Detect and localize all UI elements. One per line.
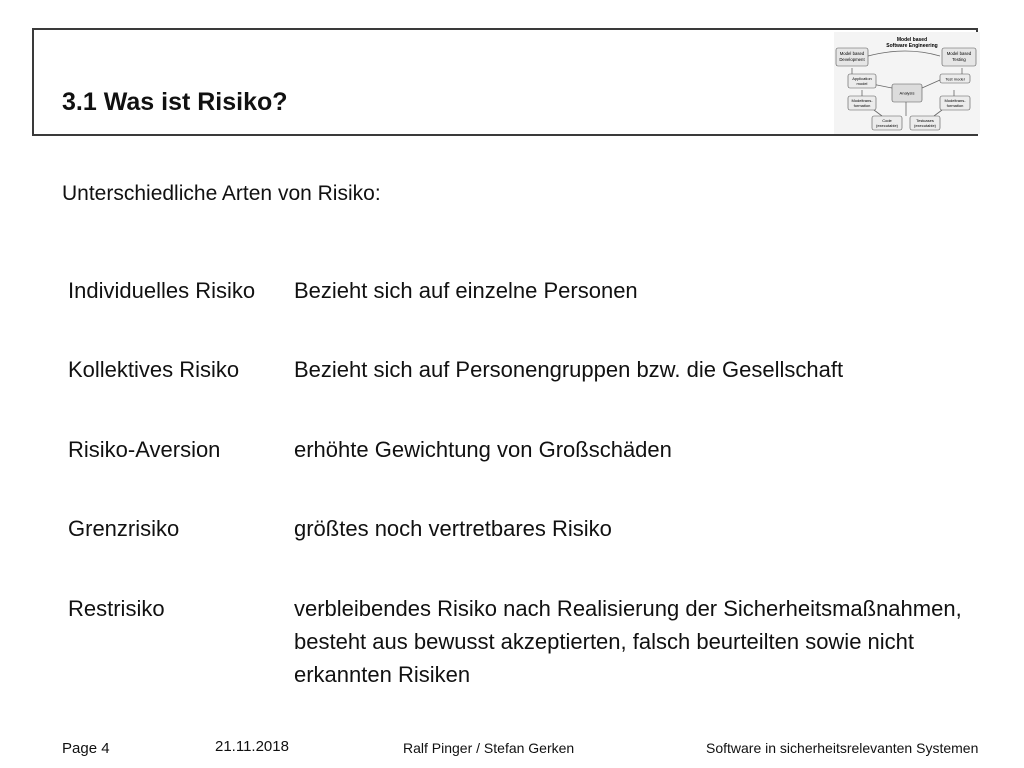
diagram-title-line1: Model based xyxy=(896,37,928,43)
risk-definition: verbleibendes Risiko nach Realisierung der Sicherheitsmaßnahmen, besteht aus bewusst akzeptierten, falsch beurteilten sowie nicht erkannten Risiken xyxy=(294,596,962,687)
test-model-label: Test model xyxy=(945,76,965,82)
application-model-label-2: model xyxy=(856,81,868,86)
slide-header xyxy=(32,28,978,136)
model-dev-label-2: Development xyxy=(839,57,865,62)
diagram-title-line2: Software Engineering xyxy=(886,43,938,49)
risk-definition: größtes noch vertretbares Risiko xyxy=(294,516,612,541)
application-model-label-1: Application xyxy=(852,76,872,81)
risk-definition: Bezieht sich auf einzelne Personen xyxy=(294,278,638,303)
analysis-label: Analysis xyxy=(899,90,915,96)
diagram-graphic xyxy=(834,32,980,134)
testcases-label-2: (executable) xyxy=(913,123,937,128)
testcases-label-1: Testcases xyxy=(916,118,934,123)
footer-date: 21.11.2018 xyxy=(215,738,289,755)
model-test-label-1: Model based xyxy=(946,51,972,56)
risk-term: Individuelles Risiko xyxy=(68,278,256,303)
model-transformation-right-label-2: formation xyxy=(946,103,964,108)
model-dev-label-1: Model based xyxy=(839,51,865,56)
code-label-1: Code xyxy=(882,118,892,123)
model-based-engineering-diagram xyxy=(834,32,980,134)
risk-term: Kollektives Risiko xyxy=(68,357,240,382)
footer-authors: Ralf Pinger / Stefan Gerken xyxy=(403,740,575,756)
risk-definition: erhöhte Gewichtung von Großschäden xyxy=(294,437,672,462)
code-label-2: (executable) xyxy=(875,123,899,128)
footer-page-number: Page 4 xyxy=(62,740,110,757)
model-transformation-left-label-2: formation xyxy=(853,103,871,108)
intro-text: Unterschiedliche Arten von Risiko: xyxy=(62,182,381,205)
risk-term: Risiko-Aversion xyxy=(68,437,221,462)
model-transformation-left-label-1: Modeltrans- xyxy=(851,98,873,103)
risk-term: Grenzrisiko xyxy=(68,516,180,541)
footer-course-title: Software in sicherheitsrelevanten Systemen xyxy=(706,740,979,756)
risk-term: Restrisiko xyxy=(68,596,165,621)
model-test-label-2: Testing xyxy=(952,57,966,62)
risk-definition: Bezieht sich auf Personengruppen bzw. die Gesellschaft xyxy=(294,357,844,382)
model-transformation-right-label-1: Modeltrans- xyxy=(944,98,966,103)
page-title: 3.1 Was ist Risiko? xyxy=(62,88,288,116)
